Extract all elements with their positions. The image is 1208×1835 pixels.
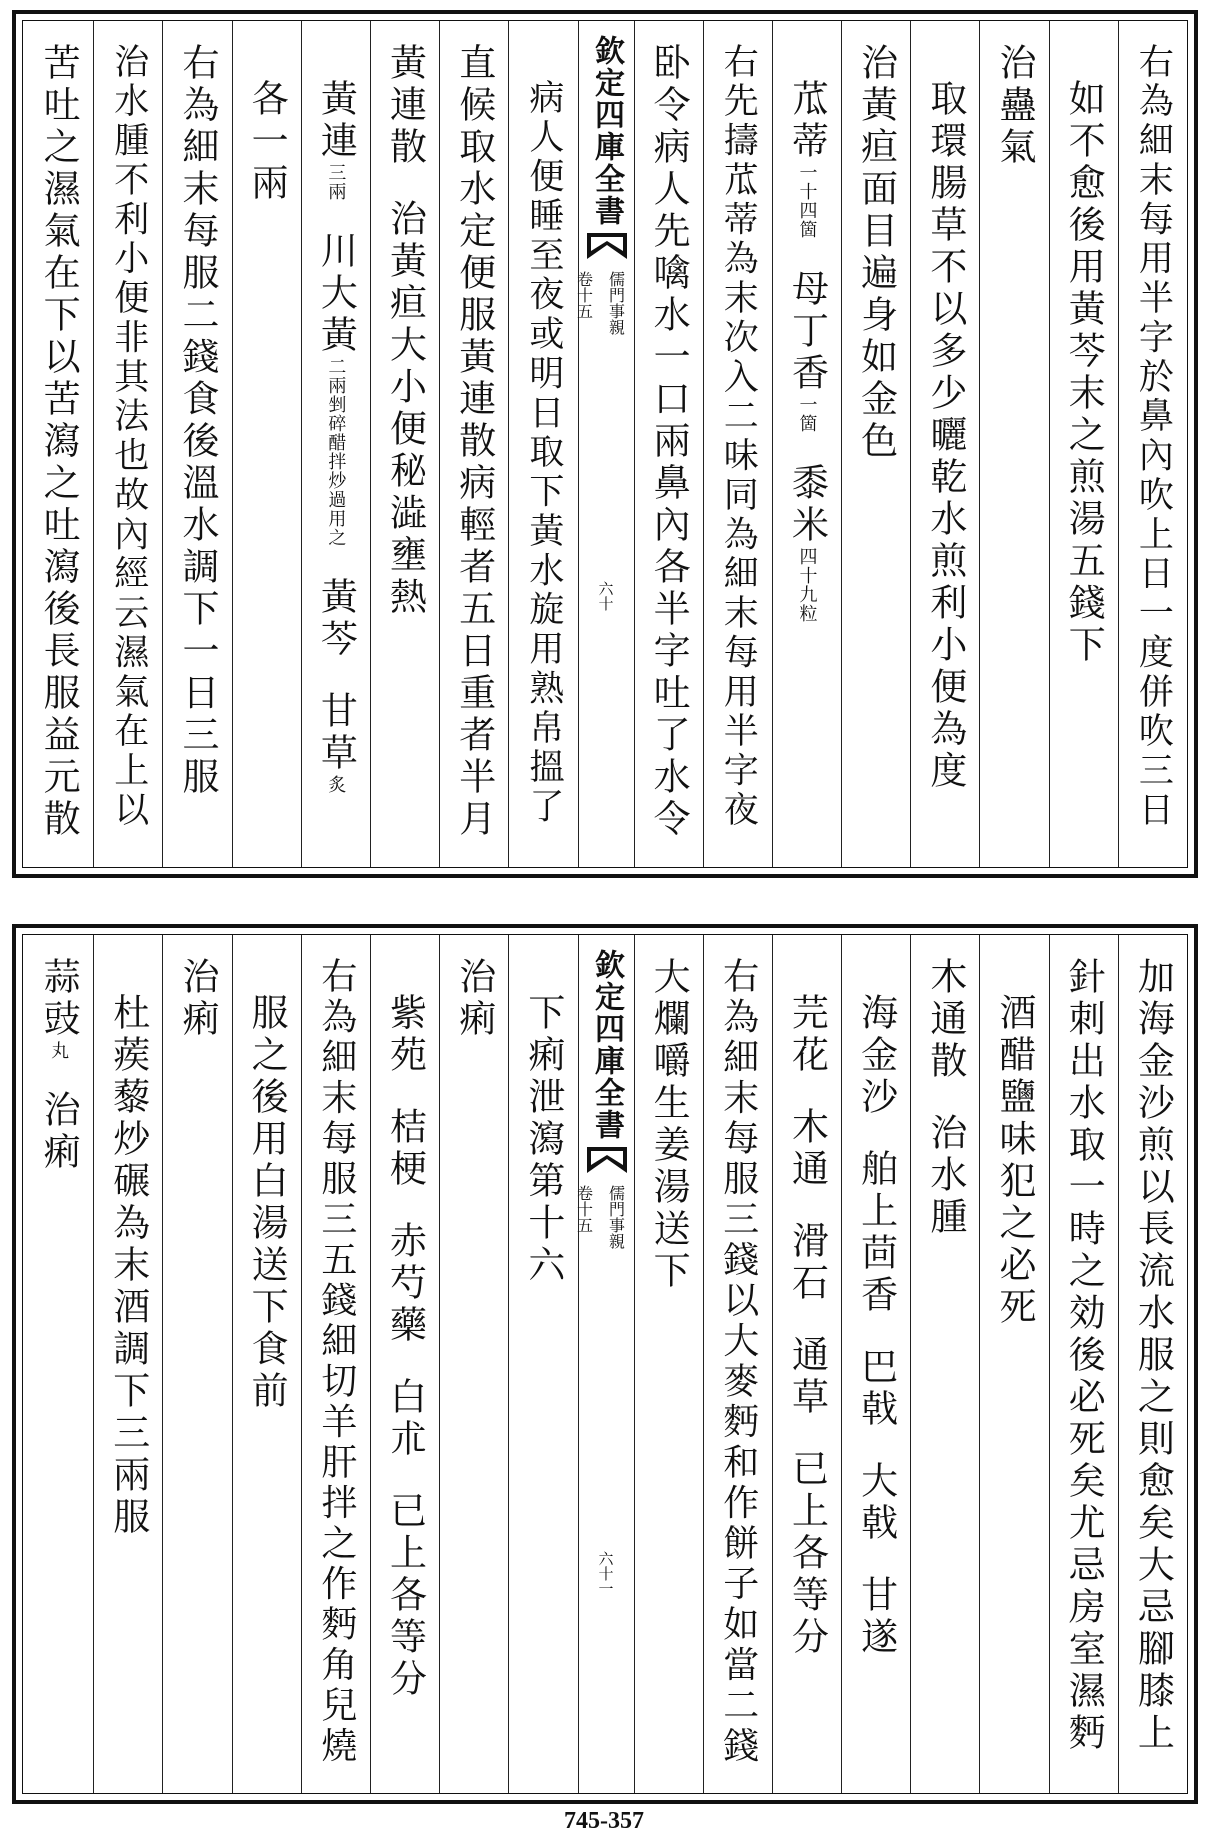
text-segment: 黃芩: [314, 577, 358, 661]
text-segment: 治黃疸大小便秘澁壅熱: [383, 199, 427, 619]
spine-book-name: 儒門事親: [606, 271, 626, 335]
text-column: [370, 21, 439, 867]
text-segment: 苽蒂: [785, 79, 829, 163]
text-segment: 紫苑: [383, 993, 427, 1077]
column-text: 各一兩: [245, 79, 289, 205]
column-text: 針刺出水取一時之効後必死矣尤忌房室濕麪: [1062, 957, 1106, 1755]
column-text: 治黃疸面目遍身如金色: [854, 43, 898, 463]
annotation-note: 二兩剉碎醋拌炒過用之: [325, 357, 347, 547]
column-text: 治痢: [175, 957, 219, 1041]
folio-number: 六十一: [596, 1551, 615, 1596]
spine-volume: 卷十五: [574, 271, 594, 319]
text-segment: 治痢: [37, 1090, 81, 1174]
text-column: [439, 21, 508, 867]
text-column: [841, 21, 910, 867]
text-column: [703, 935, 772, 1793]
text-segment: 芫花: [785, 993, 829, 1077]
text-column: [301, 935, 370, 1793]
text-segment: 已上各等分: [383, 1491, 427, 1701]
text-column: [772, 21, 841, 867]
column-text: [383, 993, 427, 1701]
column-text: [314, 79, 358, 794]
page-bottom: [12, 924, 1198, 1804]
center-spine: [574, 21, 634, 867]
text-column: [24, 935, 93, 1793]
annotation-note: 四十九粒: [796, 547, 818, 623]
text-column: [910, 935, 979, 1793]
text-column: [162, 935, 231, 1793]
text-column: [24, 21, 93, 867]
text-segment: 巴戟: [854, 1347, 898, 1431]
column-text: [854, 993, 898, 1659]
text-column: [439, 935, 508, 1793]
text-segment: 海金沙: [854, 993, 898, 1119]
folio-number: 六十: [596, 581, 615, 611]
text-column: [634, 935, 703, 1793]
column-text: [785, 79, 829, 623]
spine-title: 欽定四庫全書: [589, 949, 624, 1141]
text-segment: 白朮: [383, 1377, 427, 1461]
text-segment: 黃連散: [383, 43, 427, 169]
column-text: 下痢泄瀉第十六: [521, 993, 565, 1287]
column-text: 病人便睡至夜或明日取下黃水旋用熟帛搵了: [523, 79, 564, 828]
column-text: 治痢: [452, 957, 496, 1041]
spine-volume: 卷十五: [574, 1185, 594, 1233]
column-text: 直候取水定便服黃連散病輕者五日重者半月: [452, 43, 496, 841]
text-column: [979, 21, 1048, 867]
text-column: [301, 21, 370, 867]
annotation-note: 一十四箇: [796, 163, 818, 239]
annotation-note: 丸: [48, 1041, 70, 1060]
text-segment: 治水腫: [923, 1113, 967, 1239]
text-segment: 舶上茴香: [854, 1149, 898, 1317]
spine-title: 欽定四庫全書: [589, 35, 624, 227]
column-text: 取環腸草不以多少曬乾水煎利小便為度: [923, 79, 967, 793]
text-column: [1118, 21, 1187, 867]
text-segment: 木通: [785, 1107, 829, 1191]
text-column: [1049, 21, 1118, 867]
spine-book-name: 儒門事親: [606, 1185, 626, 1249]
column-text: [923, 957, 967, 1239]
column-text: 酒醋鹽味犯之必死: [993, 993, 1037, 1329]
column-text: 苦吐之濕氣在下以苦瀉之吐瀉後長服益元散: [37, 43, 81, 841]
column-text: [37, 957, 81, 1174]
text-segment: 黍米: [785, 463, 829, 547]
text-column: [232, 21, 301, 867]
column-text: [785, 993, 829, 1659]
text-segment: 母丁香: [785, 269, 829, 395]
text-segment: 通草: [785, 1335, 829, 1419]
page-number-footer: 745-357: [564, 1808, 644, 1834]
text-column: [1049, 935, 1118, 1793]
column-text: 加海金沙煎以長流水服之則愈矣大忌腳膝上: [1131, 957, 1175, 1755]
text-column: [508, 935, 577, 1793]
text-segment: 桔梗: [383, 1107, 427, 1191]
text-column: [841, 935, 910, 1793]
annotation-note: 三兩: [325, 163, 347, 201]
text-segment: 滑石: [785, 1221, 829, 1305]
fishtail-ornament: [587, 233, 627, 259]
text-column: [634, 21, 703, 867]
text-segment: 川大黃: [314, 231, 358, 357]
text-segment: 已上各等分: [785, 1449, 829, 1659]
text-segment: 甘草: [314, 691, 358, 775]
text-column: [232, 935, 301, 1793]
text-columns-top: [22, 20, 1188, 868]
text-segment: 蒜豉: [37, 957, 81, 1041]
annotation-note: 一箇: [796, 395, 818, 433]
column-text: 大爛嚼生姜湯送下: [647, 957, 691, 1293]
text-segment: 木通散: [923, 957, 967, 1083]
text-columns-bottom: [22, 934, 1188, 1794]
column-text: 右為細末每用半字於鼻內吹上日一度併吹三日: [1133, 43, 1174, 831]
text-segment: 黃連: [314, 79, 358, 163]
column-text: 治蠱氣: [993, 43, 1037, 169]
text-column: [93, 21, 162, 867]
column-text: 卧令病人先噙水一口兩鼻內各半字吐了水令: [647, 43, 691, 841]
text-segment: 大戟: [854, 1461, 898, 1545]
text-column: [93, 935, 162, 1793]
text-column: [162, 21, 231, 867]
text-column: [508, 21, 577, 867]
column-text: [383, 43, 427, 619]
text-column: [1118, 935, 1187, 1793]
fishtail-ornament: [587, 1147, 627, 1173]
column-text: 右先擣苽蒂為末次入二味同為細末每用半字夜: [718, 43, 759, 831]
column-text: 右為細末每服二錢食後溫水調下一日三服: [175, 43, 219, 799]
page-top: [12, 10, 1198, 878]
column-text: 右為細末每服三五錢細切羊肝拌之作麪角兒燒: [315, 957, 357, 1767]
column-text: 如不愈後用黃芩末之煎湯五錢下: [1062, 79, 1106, 667]
annotation-note: 炙: [325, 775, 347, 794]
column-text: 治水腫不利小便非其法也故內經云濕氣在上以: [108, 43, 149, 831]
text-column: [703, 21, 772, 867]
column-text: 服之後用白湯送下食前: [245, 993, 289, 1413]
text-segment: 甘遂: [854, 1575, 898, 1659]
column-text: 杜蒺藜炒碾為末酒調下三兩服: [106, 993, 150, 1539]
text-column: [910, 21, 979, 867]
text-segment: 赤芍藥: [383, 1221, 427, 1347]
text-column: [370, 935, 439, 1793]
center-spine: [574, 935, 634, 1793]
column-text: 右為細末每服三錢以大麥麪和作餅子如當二錢: [717, 957, 759, 1767]
text-column: [979, 935, 1048, 1793]
text-column: [772, 935, 841, 1793]
